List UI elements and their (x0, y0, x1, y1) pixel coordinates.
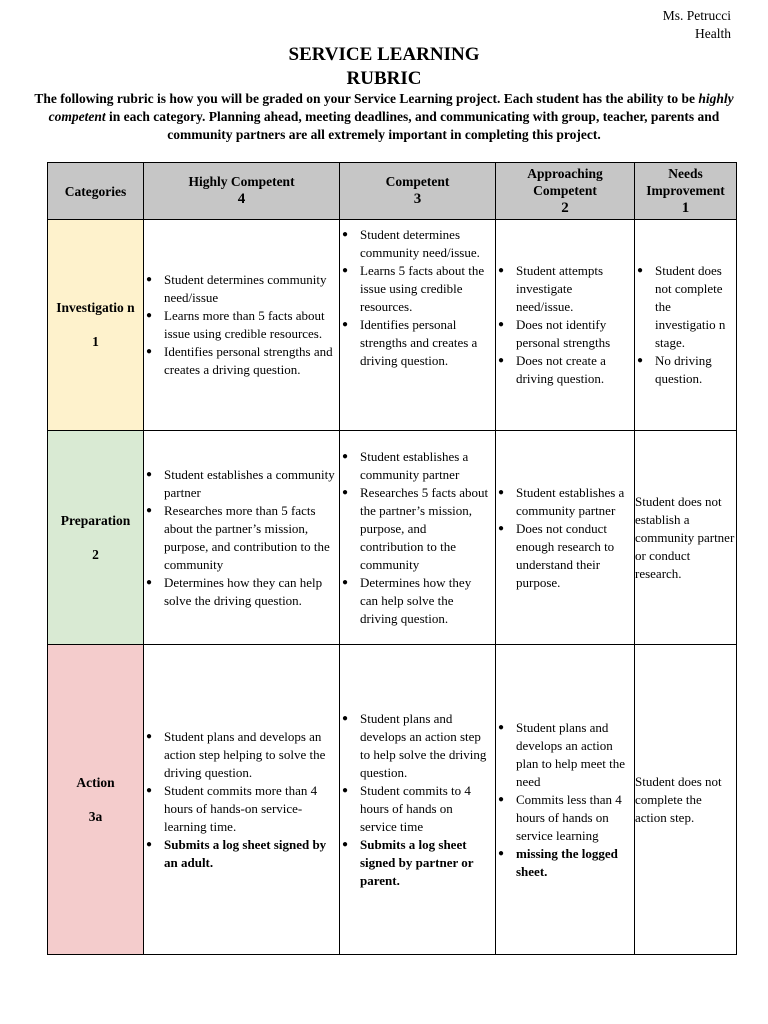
cell-inv-3: ● Student determines community need/issue. ● Learns 5 facts about the issue using credible resources. ● Identifies personal strengths and creates a driving question. (340, 220, 496, 431)
category-preparation: Preparation 2 (48, 431, 144, 645)
intro-text-b: in each category. Planning ahead, meeting deadlines, and communicating with group, teacher, parents and community partners are all extremely important in completing this project. (105, 109, 720, 142)
col-header-competent: Competent 3 (340, 163, 496, 220)
cell-inv-2: ● Student attempts investigate need/issue. ● Does not identify personal strengths ● Does not create a driving question. (496, 220, 635, 431)
score-3: 3 (413, 191, 422, 207)
col-header-approaching: Approaching Competent 2 (496, 163, 635, 220)
cell-inv-4: ● Student determines community need/issue ● Learns more than 5 facts about issue using credible resources. ● Identifies personal strengths and creates a driving question. (144, 220, 340, 431)
cell-act-4: ● Student plans and develops an action step helping to solve the driving question. ● Student commits more than 4 hours of hands-on service- learning time. ● Submits a log sheet signed by an adult. (144, 645, 340, 955)
header-row (48, 163, 737, 220)
teacher-name: Ms. Petrucci (662, 8, 731, 23)
category-investigation: Investigatio n 1 (48, 220, 144, 431)
cell-prep-4: ● Student establishes a community partner ● Researches more than 5 facts about the partner’s mission, purpose, and contribution to the community ● Determines how they can help solve the driving question. (144, 431, 340, 645)
cell-prep-1: Student does not establish a community partner or conduct research. (635, 431, 737, 645)
cell-act-2: ● Student plans and develops an action plan to help meet the need ● Commits less than 4 hours of hands on service learning ● missing the logged sheet. (496, 645, 635, 955)
row-action (48, 645, 737, 955)
row-preparation (48, 431, 737, 645)
col-header-highly-competent: Highly Competent 4 (144, 163, 340, 220)
cell-prep-3: ● Student establishes a community partner ● Researches 5 facts about the partner’s mission, purpose, and contribution to the community ● Determines how they can help solve the driving question. (340, 431, 496, 645)
cell-act-1: Student does not complete the action step. (635, 645, 737, 955)
score-2: 2 (561, 199, 569, 216)
cell-act-3: ● Student plans and develops an action step to help solve the driving question. ● Student commits to 4 hours of hands on service time ● Submits a log sheet signed by partner or parent. (340, 645, 496, 955)
col-header-needs-improvement: Needs Improvement 1 (635, 163, 737, 220)
row-investigation (48, 220, 737, 431)
teacher-info (663, 7, 731, 43)
cell-inv-1: ● Student does not complete the investigatio n stage. ● No driving question. (635, 220, 737, 431)
intro-paragraph (18, 90, 750, 144)
document-title: SERVICE LEARNING (288, 44, 480, 65)
document-subtitle: RUBRIC (346, 68, 422, 89)
subject-name: Health (695, 26, 731, 41)
rubric-table (47, 162, 737, 955)
score-4: 4 (237, 191, 246, 207)
intro-text-a: The following rubric is how you will be graded on your Service Learning project. Each student has the ability to be (34, 91, 699, 106)
intro-emphasis: highly competent (48, 91, 734, 124)
col-header-categories: Categories (48, 163, 144, 220)
category-action: Action 3a (48, 645, 144, 955)
cell-prep-2: ● Student establishes a community partner ● Does not conduct enough research to understand their purpose. (496, 431, 635, 645)
score-1: 1 (681, 199, 690, 216)
